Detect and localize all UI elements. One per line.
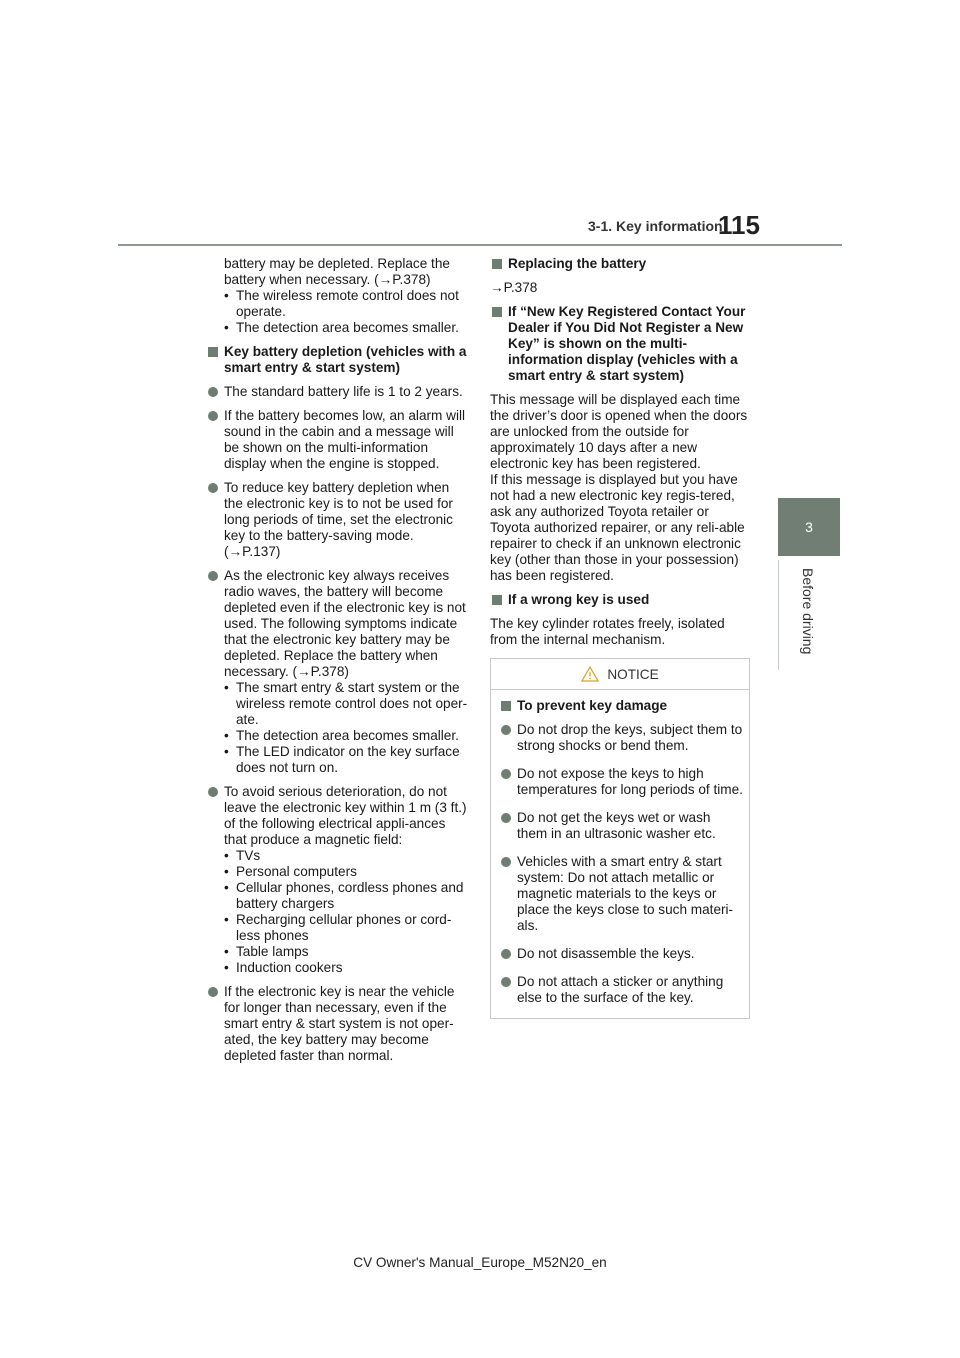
bullet-item: The standard battery life is 1 to 2 years. bbox=[206, 384, 468, 400]
list-item: • Recharging cellular phones or cord-less phones bbox=[224, 912, 468, 944]
body-text: This message will be displayed each time the driver’s door is opened when the doors are unlocked from the outside for approximately 10 days after a new electronic key has been registered. bbox=[490, 392, 748, 471]
chapter-tab: 3 bbox=[778, 498, 840, 556]
notice-title: NOTICE bbox=[607, 666, 659, 682]
side-divider bbox=[778, 560, 779, 670]
list-item: • The LED indicator on the key surface does not turn on. bbox=[224, 744, 468, 776]
notice-item: Do not attach a sticker or anything else to the surface of the key. bbox=[499, 974, 743, 1006]
notice-item: Do not drop the keys, subject them to strong shocks or bend them. bbox=[499, 722, 743, 754]
list-item: • The smart entry & start system or the wireless remote control does not oper-ate. bbox=[224, 680, 468, 728]
section-heading: Replacing the battery bbox=[490, 256, 752, 272]
page-reference[interactable]: →P.378 bbox=[490, 280, 538, 295]
bullet-item: To reduce key battery depletion when the electronic key is to not be used for long periods of time, set the electronic key to the battery-saving mode. (→P.137) bbox=[206, 480, 468, 560]
left-column bbox=[206, 256, 468, 1072]
notice-item: Vehicles with a smart entry & start system: Do not attach metallic or magnetic materials to the keys or place the keys close to such materi-als. bbox=[499, 854, 743, 934]
section-heading: Key battery depletion (vehicles with a smart entry & start system) bbox=[206, 344, 468, 376]
notice-item: Do not disassemble the keys. bbox=[499, 946, 743, 962]
body-text: If this message is displayed but you have not had a new electronic key regis-tered, ask any authorized Toyota retailer or Toyota authorized repairer, or any reli-able repairer to check if an unknown electronic key (other than those in your possession) has been registered. bbox=[490, 472, 745, 583]
bullet-item: As the electronic key always receives radio waves, the battery will become depleted even if the electronic key is not used. The following symptoms indicate that the electronic key battery may be depleted. Replace the battery when necessary. (→P.378) bbox=[206, 568, 468, 680]
notice-box bbox=[490, 658, 750, 1019]
list-item: • Table lamps bbox=[224, 944, 468, 960]
list-item: • Personal computers bbox=[224, 864, 468, 880]
notice-header bbox=[491, 659, 749, 690]
section-title: 3-1. Key information bbox=[588, 218, 723, 234]
bullet-item: If the battery becomes low, an alarm will sound in the cabin and a message will be shown on the multi-information display when the engine is stopped. bbox=[206, 408, 468, 472]
list-item: • The detection area becomes smaller. bbox=[224, 728, 468, 744]
right-column bbox=[490, 256, 752, 656]
body-text: The key cylinder rotates freely, isolated from the internal mechanism. bbox=[490, 616, 725, 647]
list-item: • TVs bbox=[224, 848, 468, 864]
header-divider bbox=[118, 244, 842, 246]
footer-text: CV Owner's Manual_Europe_M52N20_en bbox=[353, 1255, 607, 1270]
bullet-item: If the electronic key is near the vehicle for longer than necessary, even if the smart entry & start system is not oper-ated, the key battery may become depleted faster than normal. bbox=[206, 984, 468, 1064]
bullet-item: To avoid serious deterioration, do not leave the electronic key within 1 m (3 ft.) of the following electrical appli-ances that produce a magnetic field: bbox=[206, 784, 468, 848]
list-item: • The wireless remote control does not operate. bbox=[224, 288, 468, 320]
section-heading: If a wrong key is used bbox=[490, 592, 752, 608]
list-item: • Cellular phones, cordless phones and battery chargers bbox=[224, 880, 468, 912]
notice-item: Do not expose the keys to high temperatures for long periods of time. bbox=[499, 766, 743, 798]
notice-body bbox=[491, 690, 749, 1006]
list-item: • The detection area becomes smaller. bbox=[224, 320, 468, 336]
list-item: • Induction cookers bbox=[224, 960, 468, 976]
appliance-list bbox=[206, 848, 468, 976]
warning-icon bbox=[581, 666, 599, 682]
intro-text: battery may be depleted. Replace the battery when necessary. (→P.378) bbox=[224, 256, 450, 287]
notice-item: Do not get the keys wet or wash them in an ultrasonic washer etc. bbox=[499, 810, 743, 842]
chapter-label: Before driving bbox=[800, 568, 816, 655]
page-number: 115 bbox=[718, 210, 760, 240]
intro-list bbox=[206, 288, 468, 336]
notice-heading: To prevent key damage bbox=[499, 698, 743, 714]
section-heading: If “New Key Registered Contact Your Dealer if You Did Not Register a New Key” is shown on the multi-information display (vehicles with a smart entry & start system) bbox=[490, 304, 752, 384]
symptom-list bbox=[206, 680, 468, 776]
